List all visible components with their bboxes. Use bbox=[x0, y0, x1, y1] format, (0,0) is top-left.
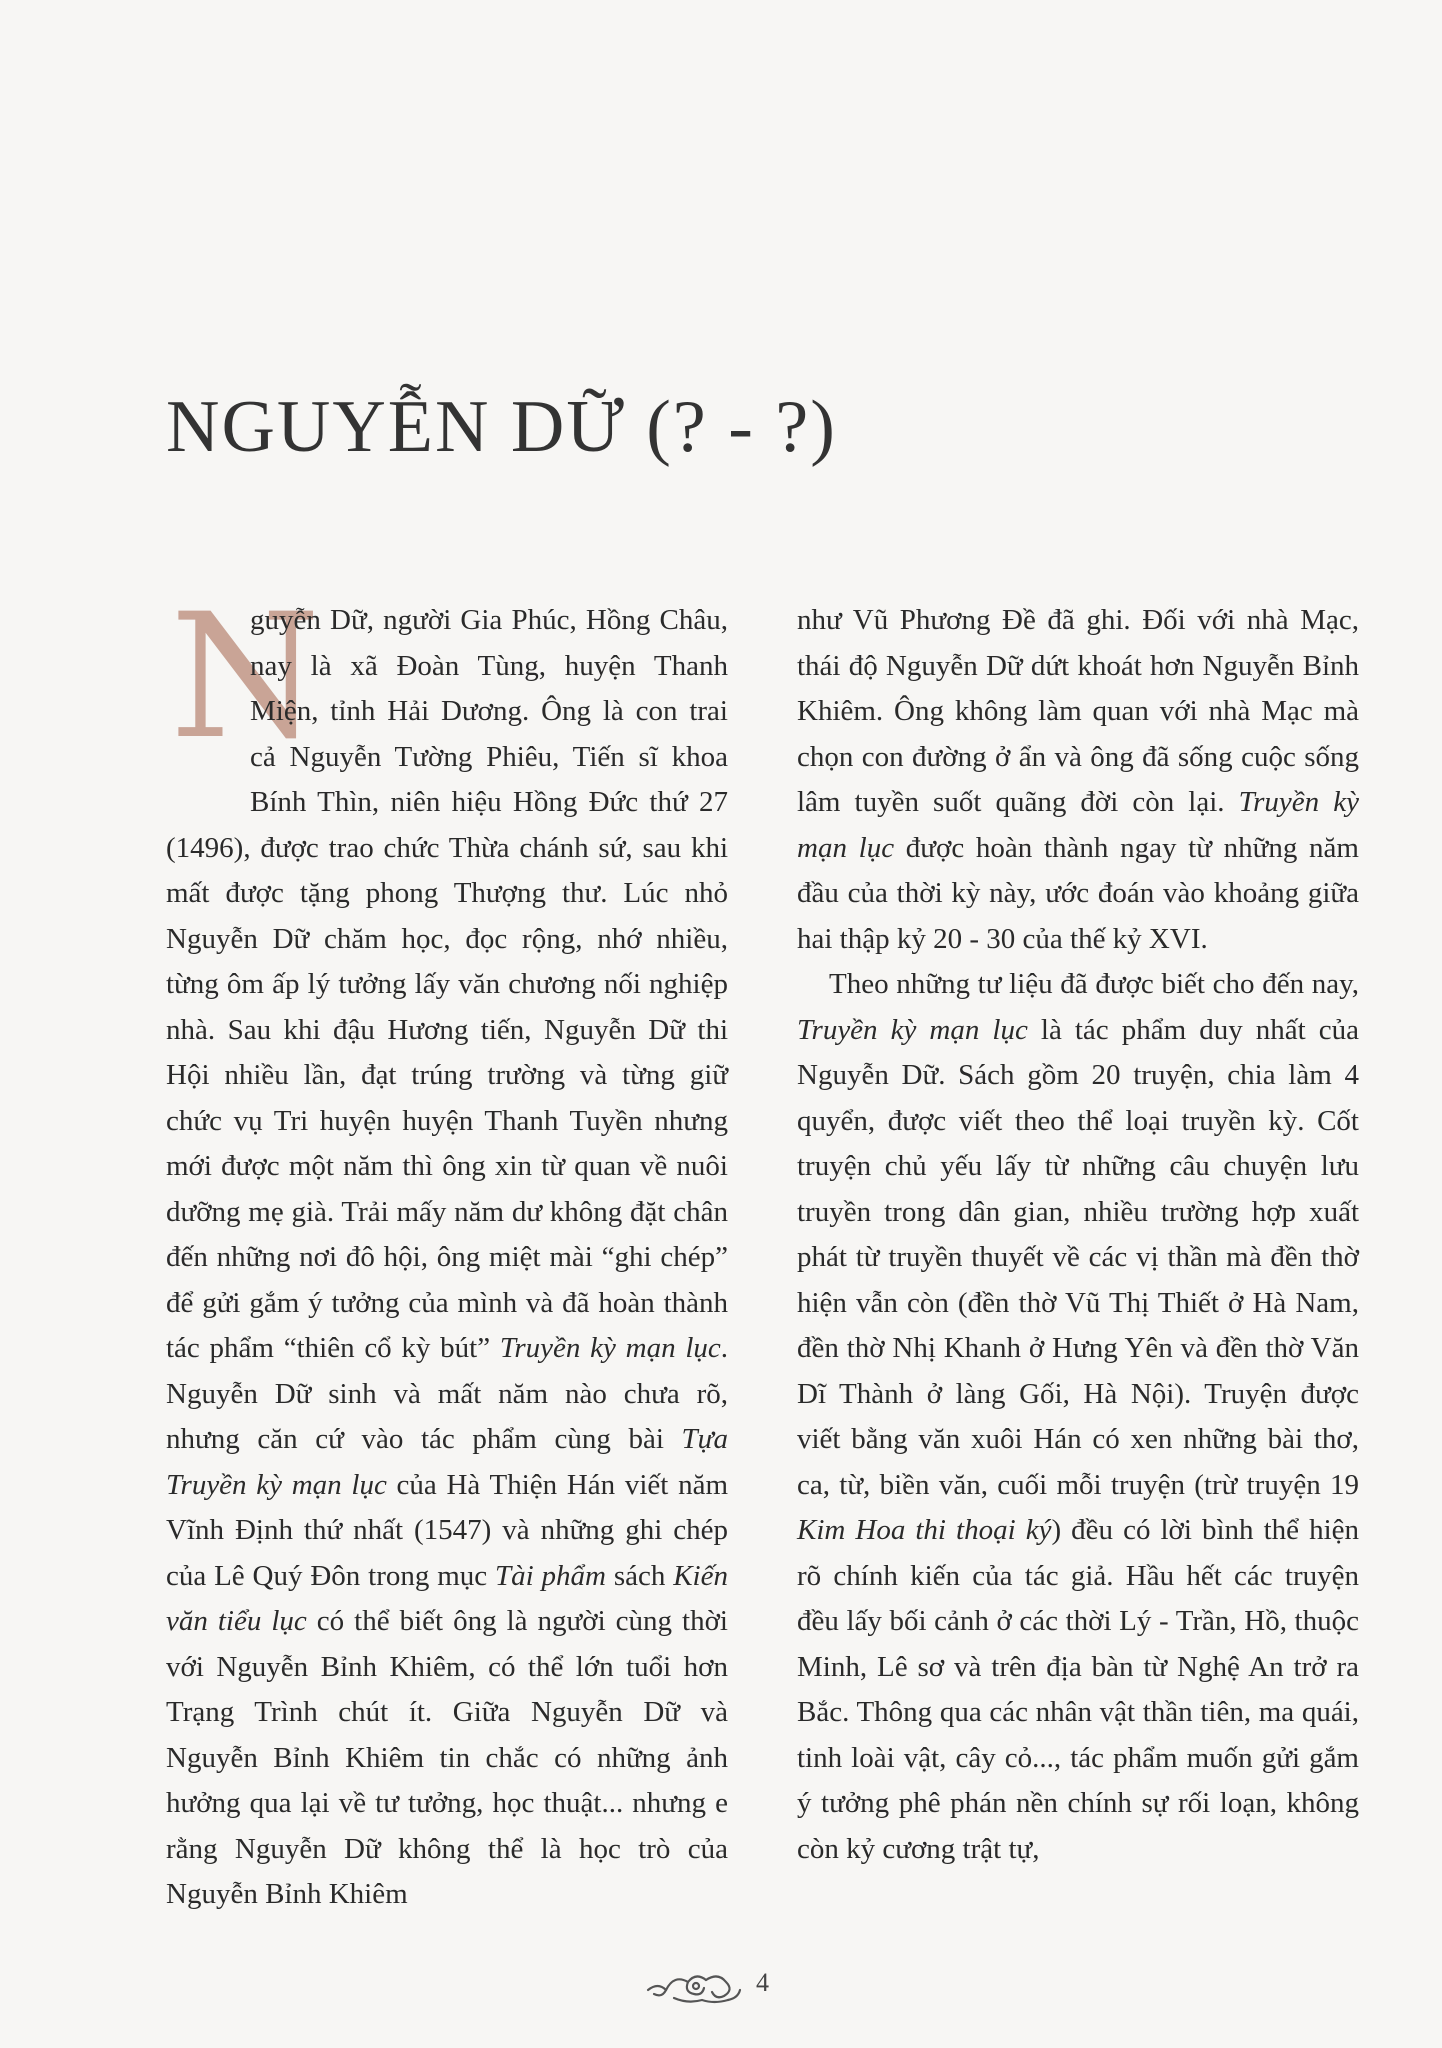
paragraph-continued bbox=[797, 598, 1359, 962]
text-run: Theo những tư liệu đã được biết cho đến nay, bbox=[829, 968, 1359, 1000]
cloud-ornament-icon bbox=[644, 1964, 744, 2008]
book-title: Truyền kỳ mạn lục bbox=[499, 1332, 721, 1364]
text-run: . Nguyễn Dữ sinh và mất năm nào chưa rõ, nhưng căn cứ vào tác phẩm cùng bài bbox=[166, 1332, 729, 1455]
text-run: có thể biết ông là người cùng thời với Nguyễn Bỉnh Khiêm, có thể lớn tuổi hơn Trạng Trình chút ít. Giữa Nguyễn Dữ và Nguyễn Bỉnh Khiêm tin chắc có những ảnh hưởng qua lại về tư tưởng, học thuật... nhưng e rằng Nguyễn Dữ không thể là học trò của Nguyễn Bỉnh Khiêm bbox=[166, 1605, 728, 1910]
page-footer bbox=[644, 1962, 804, 2012]
page-number: 4 bbox=[756, 1968, 769, 1997]
story-title: Kim Hoa thi thoại ký bbox=[797, 1514, 1052, 1546]
book-title: Tài phẩm bbox=[494, 1559, 606, 1592]
drop-cap: N bbox=[170, 576, 321, 777]
text-run: là tác phẩm duy nhất của Nguyễn Dữ. Sách gồm 20 truyện, chia làm 4 quyển, được viết theo thể loại truyền kỳ. Cốt truyện chủ yếu lấy từ những câu chuyện lưu truyền trong dân gian, nhiều trường hợp xuất phát từ truyền thuyết về các vị thần mà đền thờ hiện vẫn còn (đền thờ Vũ Thị Thiết ở Hà Nam, đền thờ Nhị Khanh ở Hưng Yên và đền thờ Văn Dĩ Thành ở làng Gối, Hà Nội). Truyện được viết bằng văn xuôi Hán có xen những bài thơ, ca, từ, biền văn, cuối mỗi truyện (trừ truyện 19 bbox=[797, 1013, 1359, 1501]
page-title: NGUYỄN DỮ (? - ?) bbox=[166, 386, 837, 468]
text-run: được hoàn thành ngay từ những năm đầu của thời kỳ này, ước đoán vào khoảng giữa hai thập kỷ 20 - 30 của thế kỷ XVI. bbox=[797, 831, 1359, 955]
text-run: ) đều có lời bình thể hiện rõ chính kiến của tác giả. Hầu hết các truyện đều lấy bối cảnh ở các thời Lý - Trần, Hồ, thuộc Minh, Lê sơ và trên địa bàn từ Nghệ An trở ra Bắc. Thông qua các nhân vật thần tiên, ma quái, tinh loài vật, cây cỏ..., tác phẩm muốn gửi gắm ý tưởng phê phán nền chính sự rối loạn, không còn kỷ cương trật tự, bbox=[797, 1514, 1359, 1865]
book-title: Truyền kỳ mạn lục bbox=[797, 786, 1359, 864]
book-title: Kiến văn tiểu lục bbox=[166, 1559, 728, 1637]
text-run: guyễn Dữ, người Gia Phúc, Hồng Châu, nay là xã Đoàn Tùng, huyện Thanh Miện, tỉnh Hải Dương. Ông là con trai cả Nguyễn Tường Phiêu, Tiến sĩ khoa Bính Thìn, niên hiệu Hồng Đức thứ 27 (1496), được trao chức Thừa chánh sứ, sau khi mất được tặng phong Thượng thư. Lúc nhỏ Nguyễn Dữ chăm học, đọc rộng, nhớ nhiều, từng ôm ấp lý tưởng lấy văn chương nối nghiệp nhà. Sau khi đậu Hương tiến, Nguyễn Dữ thi Hội nhiều lần, đạt trúng trường và từng giữ chức vụ Tri huyện huyện Thanh Tuyền nhưng mới được một năm thì ông xin từ quan về nuôi dưỡng mẹ già. Trải mấy năm dư không đặt chân đến những nơi đô hội, ông miệt mài “ghi chép” để gửi gắm ý tưởng của mình và đã hoàn thành tác phẩm “thiên cổ kỳ bút” bbox=[166, 604, 728, 1364]
book-title: Truyền kỳ mạn lục bbox=[797, 1013, 1028, 1046]
text-run: của Hà Thiện Hán viết năm Vĩnh Định thứ nhất (1547) và những ghi chép của Lê Quý Đôn trong mục bbox=[166, 1468, 728, 1592]
paragraph-work bbox=[797, 962, 1359, 1872]
book-title: Tựa Truyền kỳ mạn lục bbox=[166, 1423, 728, 1501]
paragraph-intro bbox=[166, 576, 729, 1918]
text-run: như Vũ Phương Đề đã ghi. Đối với nhà Mạc, thái độ Nguyễn Dữ dứt khoát hơn Nguyễn Bỉnh Khiêm. Ông không làm quan với nhà Mạc mà chọn con đường ở ẩn và ông đã sống cuộc sống lâm tuyền suốt quãng đời còn lại. bbox=[797, 604, 1359, 818]
right-column bbox=[797, 598, 1359, 1872]
left-column bbox=[166, 576, 729, 1918]
text-run: sách bbox=[605, 1559, 674, 1592]
